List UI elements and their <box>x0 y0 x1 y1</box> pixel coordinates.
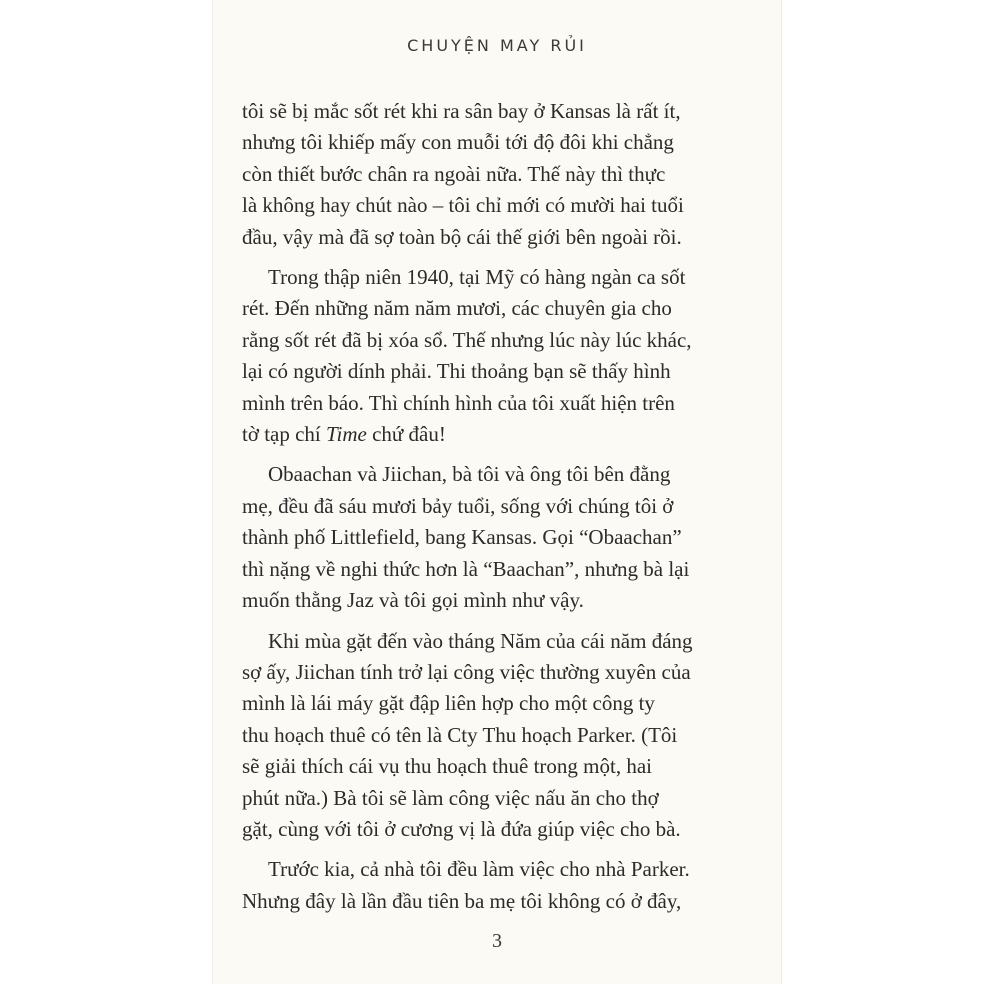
text-line: muốn thằng Jaz và tôi gọi mình như vậy. <box>242 588 584 613</box>
text-line: là không hay chút nào – tôi chỉ mới có mười hai tuổi <box>242 193 684 218</box>
text-line: phút nữa.) Bà tôi sẽ làm công việc nấu ăn cho thợ <box>242 785 659 810</box>
text-line: gặt, cùng với tôi ở cương vị là đứa giúp việc cho bà. <box>242 816 681 841</box>
text-line: nhưng tôi khiếp mấy con muỗi tới độ đôi khi chẳng <box>242 130 674 155</box>
text-line: thì nặng về nghi thức hơn là “Baachan”, nhưng bà lại <box>242 556 690 581</box>
text-line: mình là lái máy gặt đập liên hợp cho một công ty <box>242 691 655 716</box>
running-head: CHUYỆN MAY RỦI <box>407 36 587 55</box>
text-line: sợ ấy, Jiichan tính trở lại công việc thường xuyên của <box>242 659 691 684</box>
text-line: Khi mùa gặt đến vào tháng Năm của cái năm đáng <box>268 628 693 653</box>
text-line: lại có người dính phải. Thi thoảng bạn sẽ thấy hình <box>242 359 671 384</box>
body-text <box>242 96 740 926</box>
text-line: còn thiết bước chân ra ngoài nữa. Thế này thì thực <box>242 161 666 186</box>
magazine-title: Time <box>326 422 367 447</box>
text-line: sẽ giải thích cái vụ thu hoạch thuê trong một, hai <box>242 754 652 779</box>
text-line: Trong thập niên 1940, tại Mỹ có hàng ngàn ca sốt <box>268 265 686 290</box>
paragraph-4 <box>242 626 740 846</box>
text-line: mình trên báo. Thì chính hình của tôi xuất hiện trên <box>242 390 675 415</box>
book-page <box>212 0 782 984</box>
text-line: Trước kia, cả nhà tôi đều làm việc cho nhà Parker. <box>268 857 690 882</box>
paragraph-5 <box>242 854 740 917</box>
text-fragment: chứ đâu! <box>366 422 446 447</box>
text-line: thành phố Littlefield, bang Kansas. Gọi “Obaachan” <box>242 525 682 550</box>
paragraph-1 <box>242 96 740 253</box>
text-line <box>242 419 740 450</box>
text-line: Obaachan và Jiichan, bà tôi và ông tôi bên đằng <box>268 462 671 487</box>
text-line: tôi sẽ bị mắc sốt rét khi ra sân bay ở Kansas là rất ít, <box>242 99 681 123</box>
text-line: đầu, vậy mà đã sợ toàn bộ cái thế giới bên ngoài rồi. <box>242 224 682 249</box>
text-fragment: tờ tạp chí <box>242 422 326 447</box>
page-number: 3 <box>492 930 502 952</box>
text-line: Nhưng đây là lần đầu tiên ba mẹ tôi không có ở đây, <box>242 888 682 913</box>
text-line: rét. Đến những năm năm mươi, các chuyên gia cho <box>242 296 672 321</box>
text-line: thu hoạch thuê có tên là Cty Thu hoạch Parker. (Tôi <box>242 722 678 747</box>
paragraph-3 <box>242 459 740 616</box>
text-line: mẹ, đều đã sáu mươi bảy tuổi, sống với chúng tôi ở <box>242 493 674 518</box>
text-line: rằng sốt rét đã bị xóa sổ. Thế nhưng lúc này lúc khác, <box>242 327 692 352</box>
paragraph-2 <box>242 262 740 450</box>
